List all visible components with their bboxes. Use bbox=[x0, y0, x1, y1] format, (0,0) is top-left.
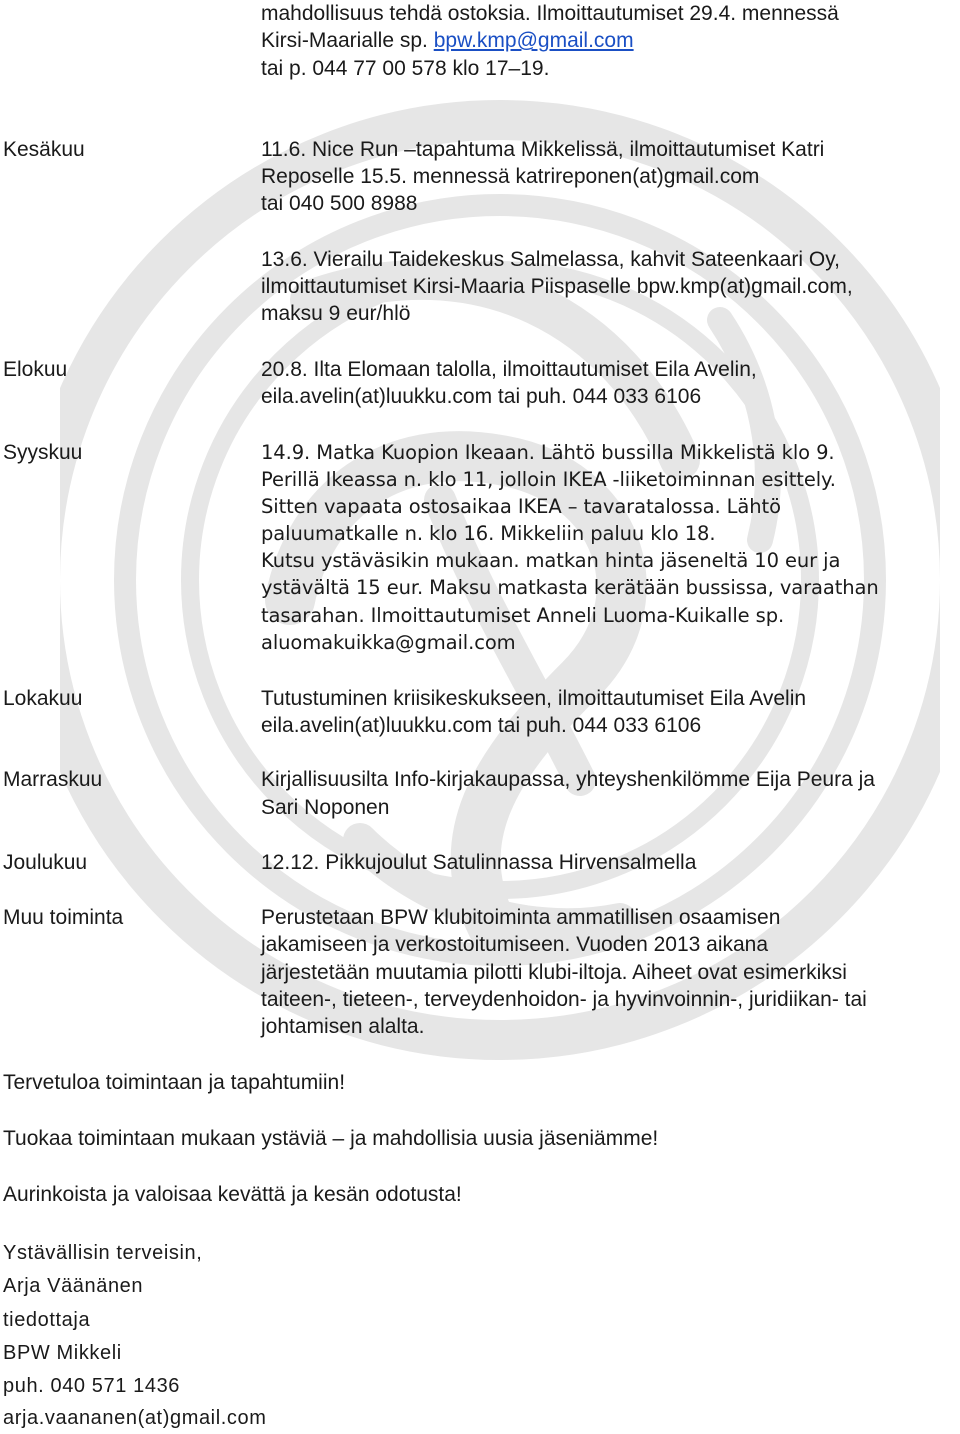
event-line: ystävältä 15 eur. Maksu matkasta kerätään bussissa, varaathan bbox=[261, 576, 879, 599]
event-line: eila.avelin(at)luukku.com tai puh. 044 033 6106 bbox=[261, 385, 702, 408]
event-line: Perillä Ikeassa n. klo 11, jolloin IKEA -liiketoiminnan esittely. bbox=[261, 468, 836, 491]
event-line: jakamiseen ja verkostoitumiseen. Vuoden 2013 aikana bbox=[261, 933, 769, 956]
event-line: johtamisen alalta. bbox=[261, 1015, 425, 1038]
event-line: Sari Noponen bbox=[261, 796, 390, 819]
month-label-elokuu: Elokuu bbox=[3, 358, 68, 381]
signature-name: Arja Väänänen bbox=[3, 1275, 144, 1297]
event-line: 12.12. Pikkujoulut Satulinnassa Hirvensalmella bbox=[261, 851, 697, 874]
event-line: 11.6. Nice Run –tapahtuma Mikkelissä, ilmoittautumiset Katri bbox=[261, 138, 825, 161]
event-line: paluumatkalle n. klo 16. Mikkeliin paluu klo 18. bbox=[261, 522, 716, 545]
event-line: ilmoittautumiset Kirsi-Maaria Piispaselle bpw.kmp(at)gmail.com, bbox=[261, 275, 853, 298]
welcome-text: Tervetuloa toimintaan ja tapahtumiin! bbox=[3, 1071, 346, 1094]
month-label-lokakuu: Lokakuu bbox=[3, 687, 83, 710]
event-line: Kutsu ystäväsikin mukaan. matkan hinta jäseneltä 10 eur ja bbox=[261, 549, 841, 572]
event-line: 20.8. Ilta Elomaan talolla, ilmoittautumiset Eila Avelin, bbox=[261, 358, 757, 381]
month-label-joulukuu: Joulukuu bbox=[3, 851, 88, 874]
signature-role: tiedottaja bbox=[3, 1309, 91, 1331]
event-line: tai 040 500 8988 bbox=[261, 192, 418, 215]
event-line: Reposelle 15.5. mennessä katrireponen(at)gmail.com bbox=[261, 165, 760, 188]
wish-text: Aurinkoista ja valoisaa kevättä ja kesän odotusta! bbox=[3, 1183, 462, 1206]
signature-email: arja.vaananen(at)gmail.com bbox=[3, 1407, 267, 1429]
signature-greeting: Ystävällisin terveisin, bbox=[3, 1242, 203, 1264]
signature-org: BPW Mikkeli bbox=[3, 1342, 122, 1364]
event-line: taiteen-, tieteen-, terveydenhoidon- ja hyvinvoinnin-, juridiikan- tai bbox=[261, 988, 867, 1011]
event-line: Perustetaan BPW klubitoiminta ammatillisen osaamisen bbox=[261, 906, 781, 929]
intro-line-2-text: Kirsi-Maarialle sp. bbox=[261, 29, 434, 52]
month-label-marraskuu: Marraskuu bbox=[3, 768, 103, 791]
event-line: aluomakuikka@gmail.com bbox=[261, 631, 516, 654]
event-line: Kirjallisuusilta Info-kirjakaupassa, yhteyshenkilömme Eija Peura ja bbox=[261, 768, 875, 791]
email-link[interactable]: bpw.kmp@gmail.com bbox=[433, 29, 634, 52]
event-line: Sitten vapaata ostosaikaa IKEA – tavaratalossa. Lähtö bbox=[261, 495, 781, 518]
event-line: 13.6. Vierailu Taidekeskus Salmelassa, kahvit Sateenkaari Oy, bbox=[261, 248, 840, 271]
event-line: eila.avelin(at)luukku.com tai puh. 044 033 6106 bbox=[261, 714, 702, 737]
intro-line-3: tai p. 044 77 00 578 klo 17–19. bbox=[261, 57, 550, 80]
intro-line-2 bbox=[261, 28, 634, 54]
signature-phone: puh. 040 571 1436 bbox=[3, 1375, 181, 1397]
event-line: 14.9. Matka Kuopion Ikeaan. Lähtö bussilla Mikkelistä klo 9. bbox=[261, 441, 835, 464]
event-line: Tutustuminen kriisikeskukseen, ilmoittautumiset Eila Avelin bbox=[261, 687, 807, 710]
month-label-syyskuu: Syyskuu bbox=[3, 441, 83, 464]
event-line: tasarahan. Ilmoittautumiset Anneli Luoma-Kuikalle sp. bbox=[261, 604, 785, 627]
month-label-kesakuu: Kesäkuu bbox=[3, 138, 85, 161]
event-line: järjestetään muutamia pilotti klubi-iltoja. Aiheet ovat esimerkiksi bbox=[261, 961, 847, 984]
event-line: maksu 9 eur/hlö bbox=[261, 302, 411, 325]
month-label-muu-toiminta: Muu toiminta bbox=[3, 906, 124, 929]
invite-text: Tuokaa toimintaan mukaan ystäviä – ja mahdollisia uusia jäseniämme! bbox=[3, 1127, 659, 1150]
intro-line-1: mahdollisuus tehdä ostoksia. Ilmoittautumiset 29.4. mennessä bbox=[261, 2, 839, 25]
